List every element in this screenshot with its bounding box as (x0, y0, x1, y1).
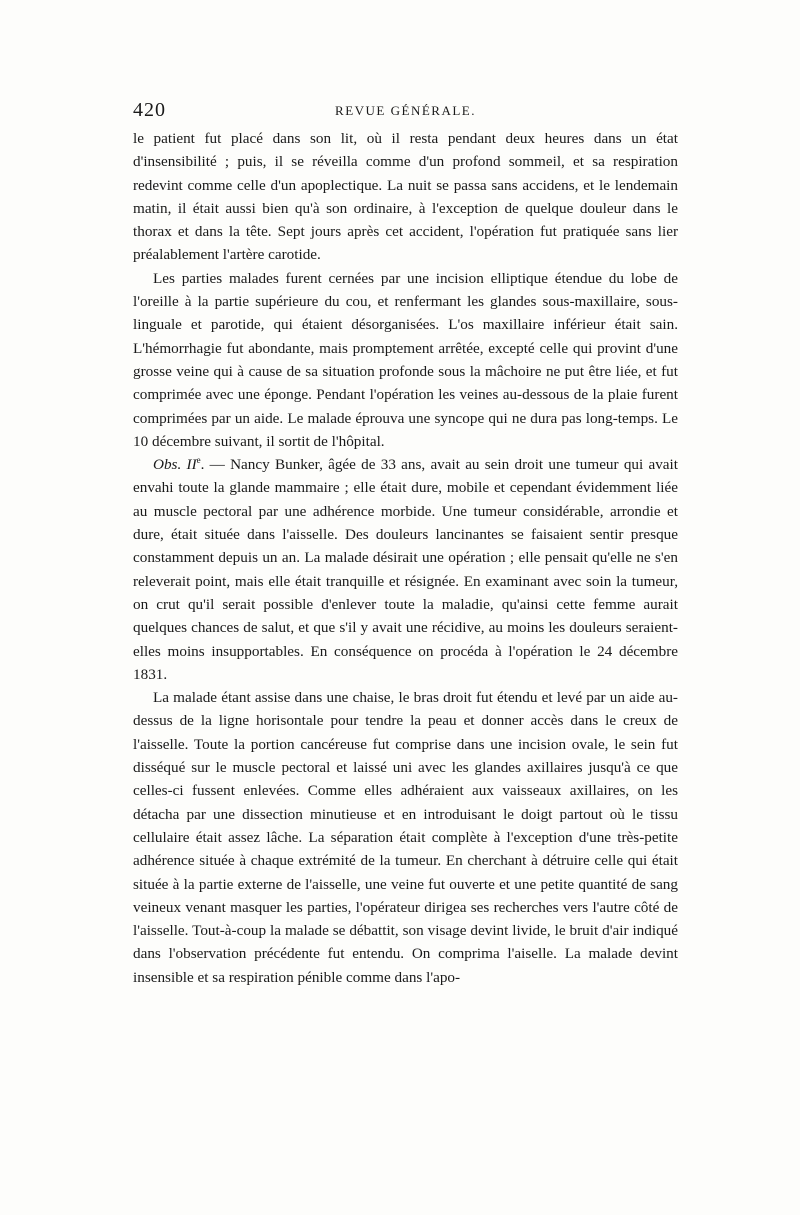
paragraph-operation: Les parties malades furent cernées par une incision elliptique étendue du lobe de l'oreille à la partie supérieure du cou, et renfermant les glandes sous-maxillaire, sous-linguale et parotide, qui étaient désorganisées. L'os maxillaire inférieur était sain. L'hémorrhagie fut abondante, mais promptement arrêtée, excepté celle qui provint d'une grosse veine qui à cause de sa situation profonde sous la mâchoire ne put être liée, et fut comprimée avec une éponge. Pendant l'opération les veines au-dessous de la plaie furent comprimées par un aide. Le malade éprouva une syncope qui ne dura pas long-temps. Le 10 décembre suivant, il sortit de l'hôpital. (133, 269, 678, 450)
paragraph-continuation: le patient fut placé dans son lit, où il resta pendant deux heures dans un état d'insensibilité ; puis, il se réveilla comme d'un profond sommeil, et sa respiration redevint comme celle d'un apoplectique. La nuit se passa sans accidens, et le lendemain matin, il était aussi bien qu'à son ordinaire, à l'exception de quelque douleur dans le thorax et dans la tête. Sept jours après cet accident, l'opération fut pratiquée sans lier préalablement l'artère carotide. (133, 130, 678, 264)
running-head: REVUE GÉNÉRALE. (335, 103, 476, 118)
observation-label: Obs. II (153, 456, 197, 474)
page-header (133, 99, 678, 123)
page-number: 420 (133, 99, 166, 121)
observation-label-sup: e (196, 455, 201, 466)
body-text (133, 127, 678, 989)
paragraph-observation-2 (133, 453, 678, 686)
observation-text: . — Nancy Bunker, âgée de 33 ans, avait au sein droit une tumeur qui avait envahi toute la glande mammaire ; elle était dure, mobile et cependant évidemment liée au muscle pectoral par une adhérence morbide. Une tumeur considérable, arrondie et dure, était située dans l'aisselle. Des douleurs lancinantes se faisaient sentir presque constamment depuis un an. La malade désirait une opération ; elle pensait qu'elle ne s'en releverait point, mais elle était tranquille et résignée. En examinant avec soin la tumeur, on crut qu'il serait possible d'enlever toute la maladie, qu'ainsi cette femme aurait quelques chances de salut, et que s'il y avait une récidive, au moins les douleurs seraient-elles moins insupportables. En conséquence on procéda à l'opération le 24 décembre 1831. (133, 456, 678, 683)
paragraph-surgery: La malade étant assise dans une chaise, le bras droit fut étendu et levé par un aide au-dessus de la ligne horisontale pour tendre la peau et donner accès dans le creux de l'aisselle. Toute la portion cancéreuse fut comprise dans une incision ovale, le sein fut disséqué sur le muscle pectoral et laissé uni avec les glandes axillaires jusqu'à ce que celles-ci fussent enlevées. Comme elles adhéraient aux vaisseaux axillaires, on les détacha par une dissection minutieuse et en introduisant le doigt partout où le tissu cellulaire était assez lâche. La séparation était complète à l'exception d'une très-petite adhérence située à chaque extrémité de la tumeur. En cherchant à détruire celle qui était située à la partie externe de l'aisselle, une veine fut ouverte et une petite quantité de sang veineux venant masquer les parties, l'opérateur dirigea ses recherches vers l'autre côté de l'aisselle. Tout-à-coup la malade se débattit, son visage devint livide, le bruit d'air indiqué dans l'observation précédente fut entendu. On comprima l'aiselle. La malade devint insensible et sa respiration pénible comme dans l'apo- (133, 689, 678, 986)
